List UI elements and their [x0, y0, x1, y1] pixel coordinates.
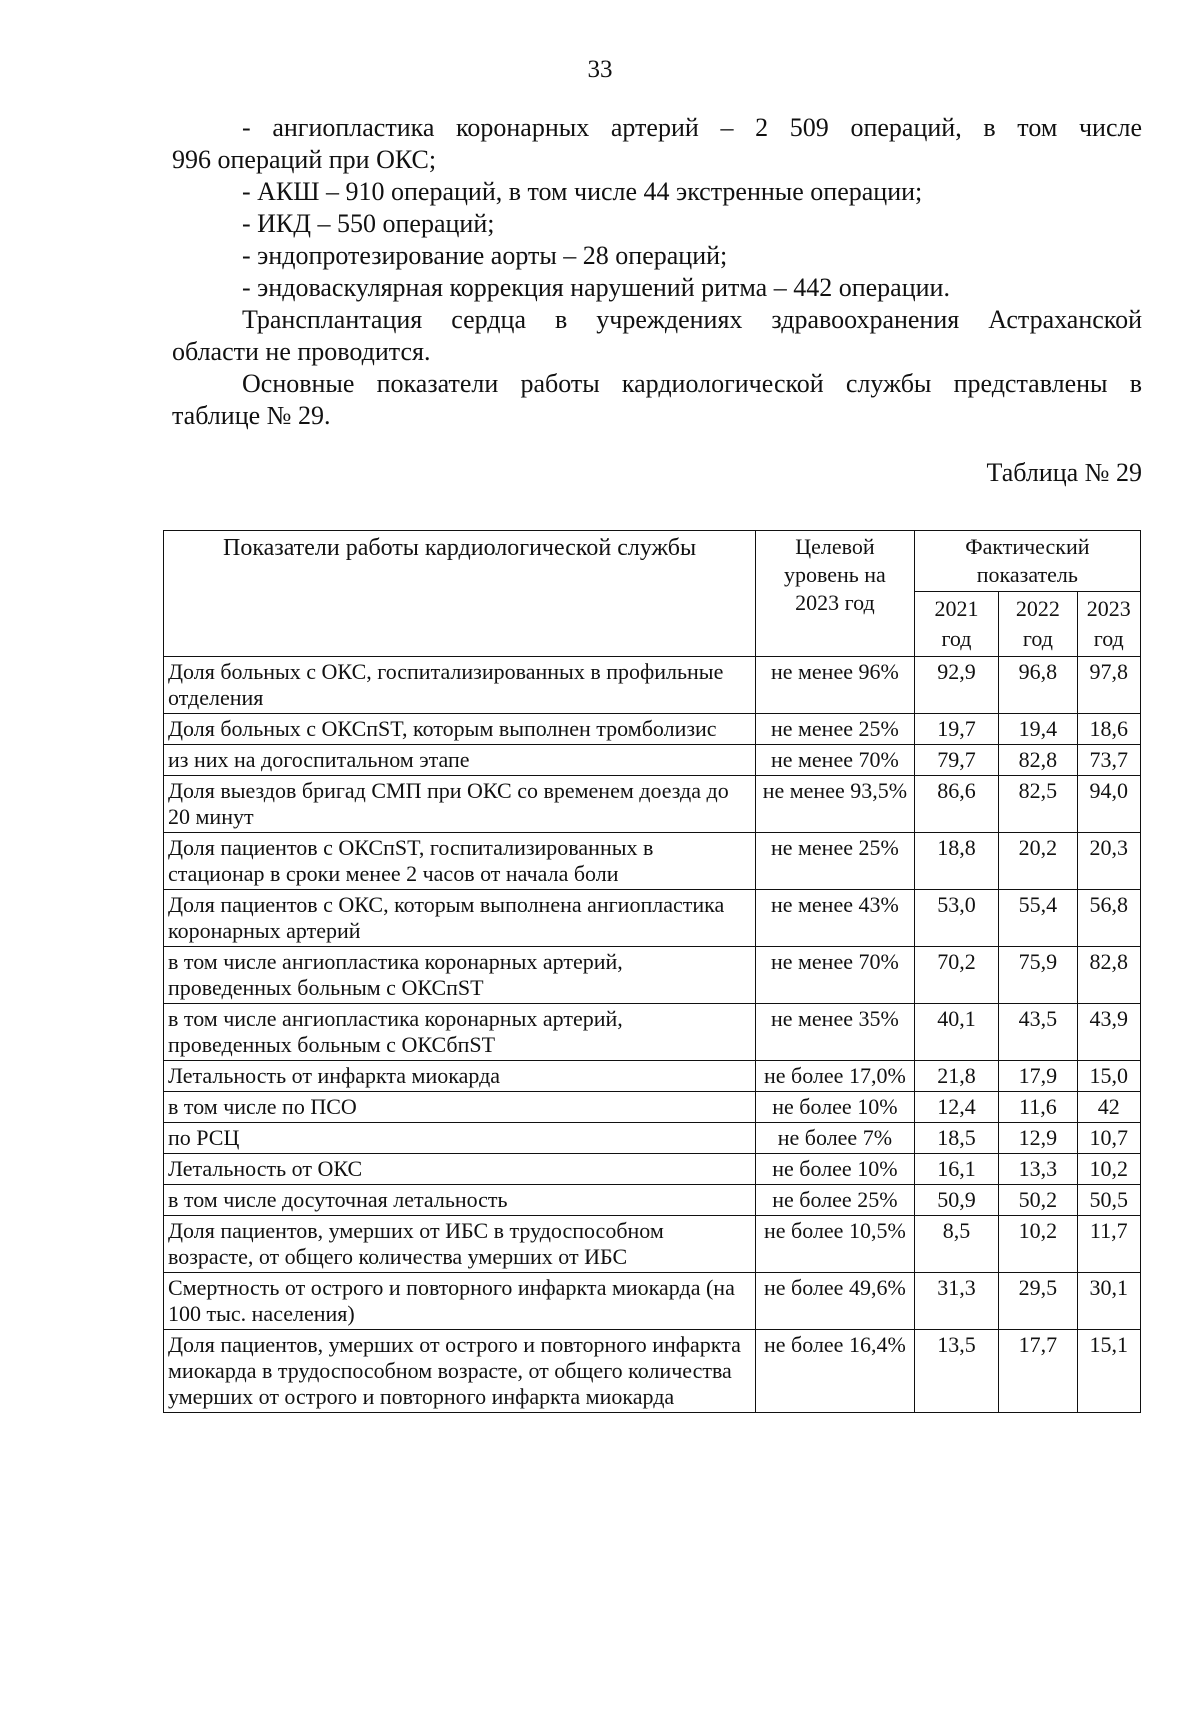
- indicator-cell: Доля пациентов с ОКС, которым выполнена ангиопластика коронарных артерий: [164, 890, 756, 947]
- value-2022: 13,3: [999, 1154, 1077, 1185]
- value-2023: 10,2: [1077, 1154, 1141, 1185]
- value-2022: 17,9: [999, 1061, 1077, 1092]
- value-2022: 19,4: [999, 714, 1077, 745]
- value-2021: 86,6: [914, 776, 999, 833]
- target-cell: не более 16,4%: [756, 1330, 915, 1413]
- table-row: [164, 1330, 1141, 1413]
- value-2023: 11,7: [1077, 1216, 1141, 1273]
- indicator-cell: Доля больных с ОКСпST, которым выполнен тромболизис: [164, 714, 756, 745]
- value-2021: 16,1: [914, 1154, 999, 1185]
- table-row: [164, 745, 1141, 776]
- value-2022: 17,7: [999, 1330, 1077, 1413]
- indicator-cell: Доля пациентов с ОКСпST, госпитализированных в стационар в сроки менее 2 часов от начала боли: [164, 833, 756, 890]
- value-2023: 82,8: [1077, 947, 1141, 1004]
- value-2022: 12,9: [999, 1123, 1077, 1154]
- target-cell: не менее 70%: [756, 947, 915, 1004]
- target-cell: не более 10%: [756, 1092, 915, 1123]
- value-2022: 82,8: [999, 745, 1077, 776]
- table-row: [164, 1185, 1141, 1216]
- value-2023: 94,0: [1077, 776, 1141, 833]
- value-2022: 11,6: [999, 1092, 1077, 1123]
- page-number: 33: [587, 56, 613, 83]
- header-indicator: Показатели работы кардиологической службы: [164, 531, 756, 657]
- value-2023: 15,0: [1077, 1061, 1141, 1092]
- value-2023: 18,6: [1077, 714, 1141, 745]
- value-2021: 92,9: [914, 657, 999, 714]
- table-row: [164, 1273, 1141, 1330]
- target-cell: не менее 25%: [756, 714, 915, 745]
- value-2021: 18,8: [914, 833, 999, 890]
- target-cell: не более 49,6%: [756, 1273, 915, 1330]
- value-2022: 75,9: [999, 947, 1077, 1004]
- value-2021: 18,5: [914, 1123, 999, 1154]
- table-row: [164, 657, 1141, 714]
- paragraph-line: - ИКД – 550 операций;: [242, 209, 495, 238]
- value-2022: 43,5: [999, 1004, 1077, 1061]
- indicator-cell: Летальность от ОКС: [164, 1154, 756, 1185]
- value-2021: 8,5: [914, 1216, 999, 1273]
- target-cell: не менее 96%: [756, 657, 915, 714]
- indicator-cell: Доля выездов бригад СМП при ОКС со временем доезда до 20 минут: [164, 776, 756, 833]
- value-2023: 10,7: [1077, 1123, 1141, 1154]
- target-cell: не более 10%: [756, 1154, 915, 1185]
- value-2023: 56,8: [1077, 890, 1141, 947]
- value-2021: 70,2: [914, 947, 999, 1004]
- table-row: [164, 1216, 1141, 1273]
- value-2022: 10,2: [999, 1216, 1077, 1273]
- header-year-2021: 2021 год: [914, 592, 999, 657]
- value-2023: 42: [1077, 1092, 1141, 1123]
- table-row: [164, 1061, 1141, 1092]
- target-cell: не более 17,0%: [756, 1061, 915, 1092]
- header-target: Целевой уровень на 2023 год: [756, 531, 915, 657]
- indicator-cell: Доля пациентов, умерших от ИБС в трудоспособном возрасте, от общего количества умерших от ИБС: [164, 1216, 756, 1273]
- header-year-2023: 2023 год: [1077, 592, 1141, 657]
- header-year-2022: 2022 год: [999, 592, 1077, 657]
- table-body: [164, 657, 1141, 1413]
- indicator-cell: в том числе досуточная летальность: [164, 1185, 756, 1216]
- indicator-cell: Доля больных с ОКС, госпитализированных в профильные отделения: [164, 657, 756, 714]
- table-row: [164, 714, 1141, 745]
- value-2022: 50,2: [999, 1185, 1077, 1216]
- table-row: [164, 833, 1141, 890]
- paragraph-line: Основные показатели работы кардиологической службы представлены в: [242, 369, 1142, 398]
- value-2023: 15,1: [1077, 1330, 1141, 1413]
- value-2023: 50,5: [1077, 1185, 1141, 1216]
- table-row: [164, 776, 1141, 833]
- value-2021: 79,7: [914, 745, 999, 776]
- value-2023: 97,8: [1077, 657, 1141, 714]
- value-2021: 13,5: [914, 1330, 999, 1413]
- indicator-cell: Смертность от острого и повторного инфаркта миокарда (на 100 тыс. населения): [164, 1273, 756, 1330]
- paragraph-line: - эндопротезирование аорты – 28 операций;: [242, 241, 728, 270]
- paragraph-line: - ангиопластика коронарных артерий – 2 509 операций, в том числе: [242, 113, 1142, 142]
- value-2021: 19,7: [914, 714, 999, 745]
- table-row: [164, 947, 1141, 1004]
- value-2022: 82,5: [999, 776, 1077, 833]
- indicator-cell: Летальность от инфаркта миокарда: [164, 1061, 756, 1092]
- target-cell: не менее 93,5%: [756, 776, 915, 833]
- target-cell: не менее 43%: [756, 890, 915, 947]
- paragraph-line: области не проводится.: [172, 337, 431, 366]
- indicator-cell: по РСЦ: [164, 1123, 756, 1154]
- table-row: [164, 890, 1141, 947]
- value-2022: 55,4: [999, 890, 1077, 947]
- value-2021: 21,8: [914, 1061, 999, 1092]
- indicator-cell: из них на догоспитальном этапе: [164, 745, 756, 776]
- table-row: [164, 1154, 1141, 1185]
- target-cell: не менее 35%: [756, 1004, 915, 1061]
- header-actual: Фактический показатель: [914, 531, 1140, 592]
- paragraph-line: - АКШ – 910 операций, в том числе 44 экстренные операции;: [242, 177, 923, 206]
- table-row: [164, 1004, 1141, 1061]
- indicator-cell: в том числе по ПСО: [164, 1092, 756, 1123]
- paragraph-line: таблице № 29.: [172, 401, 331, 430]
- value-2023: 20,3: [1077, 833, 1141, 890]
- indicator-cell: Доля пациентов, умерших от острого и повторного инфаркта миокарда в трудоспособном возрасте, от общего количества умерших от острого и повторного инфаркта миокарда: [164, 1330, 756, 1413]
- value-2021: 31,3: [914, 1273, 999, 1330]
- body-text: [172, 112, 1142, 432]
- cardiology-indicators-table: [163, 530, 1141, 1413]
- value-2021: 50,9: [914, 1185, 999, 1216]
- target-cell: не более 7%: [756, 1123, 915, 1154]
- paragraph-line: - эндоваскулярная коррекция нарушений ритма – 442 операции.: [242, 273, 950, 302]
- target-cell: не менее 70%: [756, 745, 915, 776]
- value-2021: 40,1: [914, 1004, 999, 1061]
- value-2022: 96,8: [999, 657, 1077, 714]
- table-header-row: [164, 531, 1141, 592]
- table-row: [164, 1092, 1141, 1123]
- target-cell: не менее 25%: [756, 833, 915, 890]
- target-cell: не более 10,5%: [756, 1216, 915, 1273]
- value-2023: 30,1: [1077, 1273, 1141, 1330]
- table-row: [164, 1123, 1141, 1154]
- target-cell: не более 25%: [756, 1185, 915, 1216]
- value-2021: 12,4: [914, 1092, 999, 1123]
- indicator-cell: в том числе ангиопластика коронарных артерий, проведенных больным с ОКСбпST: [164, 1004, 756, 1061]
- value-2023: 73,7: [1077, 745, 1141, 776]
- indicator-cell: в том числе ангиопластика коронарных артерий, проведенных больным с ОКСпST: [164, 947, 756, 1004]
- value-2022: 29,5: [999, 1273, 1077, 1330]
- value-2021: 53,0: [914, 890, 999, 947]
- value-2022: 20,2: [999, 833, 1077, 890]
- paragraph-line: 996 операций при ОКС;: [172, 145, 437, 174]
- table-caption: Таблица № 29: [986, 458, 1142, 487]
- value-2023: 43,9: [1077, 1004, 1141, 1061]
- paragraph-line: Трансплантация сердца в учреждениях здравоохранения Астраханской: [242, 305, 1142, 334]
